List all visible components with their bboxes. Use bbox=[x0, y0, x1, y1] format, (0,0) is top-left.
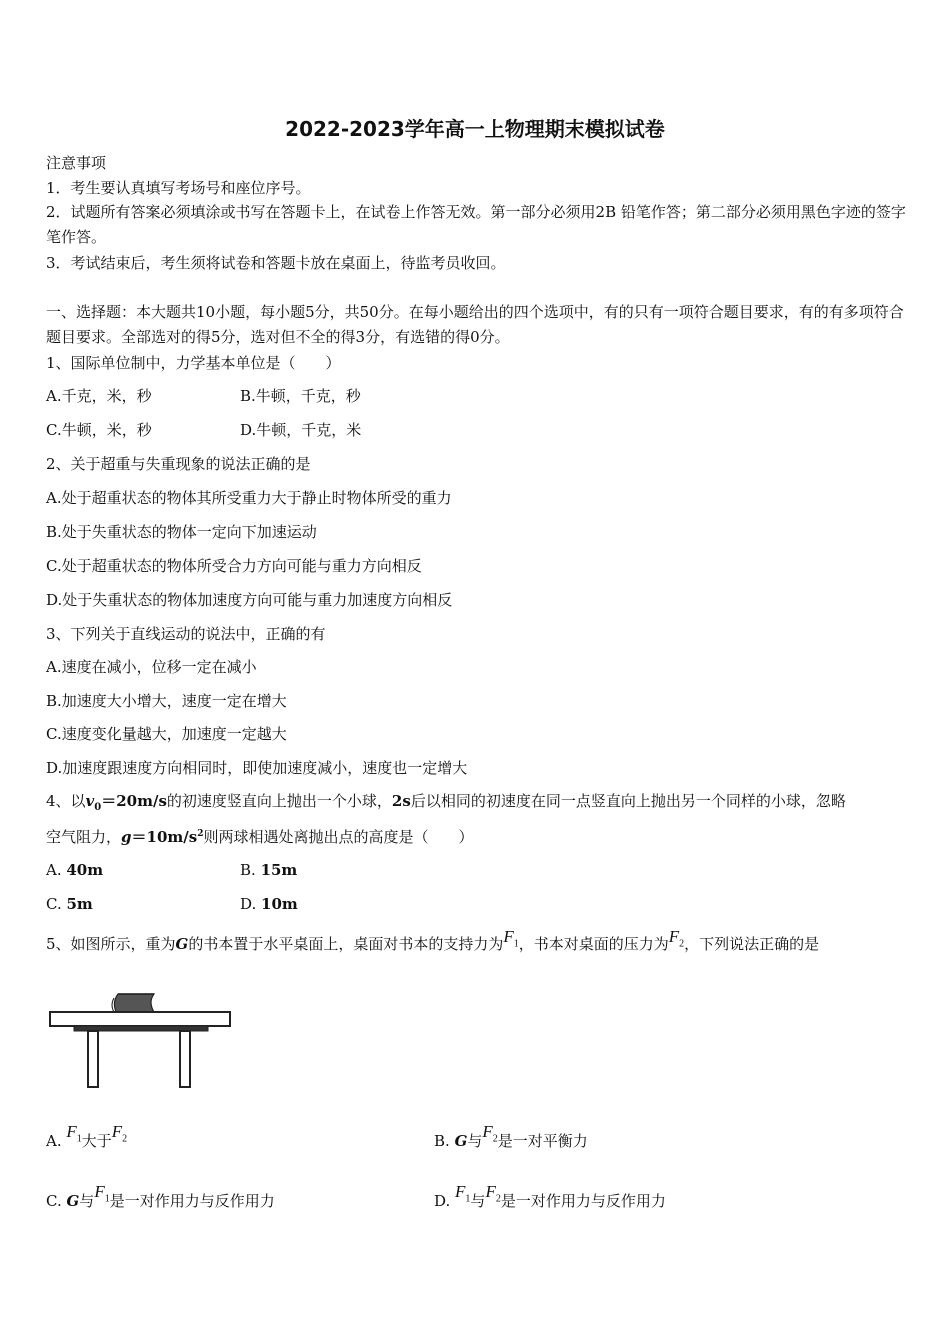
table-icon bbox=[50, 1012, 230, 1087]
question-1-option-c: C.牛顿，米，秒 bbox=[46, 421, 152, 439]
question-4-option-a: A. 40m bbox=[46, 861, 104, 879]
question-1-stem: 1、国际单位制中，力学基本单位是（ ） bbox=[46, 354, 341, 372]
question-3-stem: 3、下列关于直线运动的说法中，正确的有 bbox=[46, 625, 326, 643]
notice-item-2: 2．试题所有答案必须填涂或书写在答题卡上，在试卷上作答无效。第一部分必须用2B 铅笔作答；第二部分必须用黑色字迹的签字笔作答。 bbox=[46, 203, 906, 246]
question-5-option-b: B. G与$F_2$是一对平衡力 bbox=[434, 1122, 588, 1150]
question-2-option-d: D.处于失重状态的物体加速度方向可能与重力加速度方向相反 bbox=[46, 591, 453, 609]
question-5-option-d: D. $F_1$与$F_2$是一对作用力与反作用力 bbox=[434, 1182, 666, 1210]
question-5-stem: 5、如图所示，重为G的书本置于水平桌面上，桌面对书本的支持力为$F_1$，书本对桌面的压力为$F_2$，下列说法正确的是 bbox=[46, 927, 820, 953]
question-3-option-d: D.加速度跟速度方向相同时，即使加速度减小，速度也一定增大 bbox=[46, 759, 468, 777]
question-4-option-b: B. 15m bbox=[240, 861, 298, 879]
question-2-option-c: C.处于超重状态的物体所受合力方向可能与重力方向相反 bbox=[46, 557, 422, 575]
question-1-option-d: D.牛顿，千克，米 bbox=[240, 421, 362, 439]
question-3-option-a: A.速度在减小，位移一定在减小 bbox=[46, 658, 257, 676]
question-2-stem: 2、关于超重与失重现象的说法正确的是 bbox=[46, 455, 311, 473]
notice-item-3: 3．考试结束后，考生须将试卷和答题卡放在桌面上，待监考员收回。 bbox=[46, 254, 506, 272]
question-4-stem-line-1: 4、以$v_0=20m/s$的初速度竖直向上抛出一个小球，2s后以相同的初速度在同一点竖直向上抛出另一个同样的小球，忽略 bbox=[46, 792, 846, 813]
question-4-option-d: D. 10m bbox=[240, 895, 298, 913]
question-5-option-c: C. G与$F_1$是一对作用力与反作用力 bbox=[46, 1182, 275, 1210]
book-on-table-figure bbox=[44, 988, 236, 1092]
question-2-option-b: B.处于失重状态的物体一定向下加速运动 bbox=[46, 523, 317, 541]
section-intro: 一、选择题：本大题共10小题，每小题5分，共50分。在每小题给出的四个选项中，有的只有一项符合题目要求，有的有多项符合题目要求。全部选对的得5分，选对但不全的得3分，有选错的得0分。 bbox=[46, 303, 904, 346]
book-icon bbox=[112, 994, 154, 1012]
question-2-option-a: A.处于超重状态的物体其所受重力大于静止时物体所受的重力 bbox=[46, 489, 452, 507]
notice-heading: 注意事项 bbox=[46, 154, 107, 172]
question-3-option-b: B.加速度大小增大，速度一定在增大 bbox=[46, 692, 287, 710]
question-4-option-c: C. 5m bbox=[46, 895, 93, 913]
page-title: 2022-2023学年高一上物理期末模拟试卷 bbox=[285, 117, 665, 141]
question-3-option-c: C.速度变化量越大，加速度一定越大 bbox=[46, 725, 287, 743]
notice-item-1: 1．考生要认真填写考场号和座位序号。 bbox=[46, 179, 311, 197]
question-1-option-a: A.千克，米，秒 bbox=[46, 387, 152, 405]
question-5-option-a: A. $F_1$大于$F_2$ bbox=[46, 1122, 128, 1150]
question-4-stem-line-2: 空气阻力，$g=10m/s^2$则两球相遇处离抛出点的高度是（ ） bbox=[46, 828, 474, 846]
question-1-option-b: B.牛顿，千克，秒 bbox=[240, 387, 361, 405]
